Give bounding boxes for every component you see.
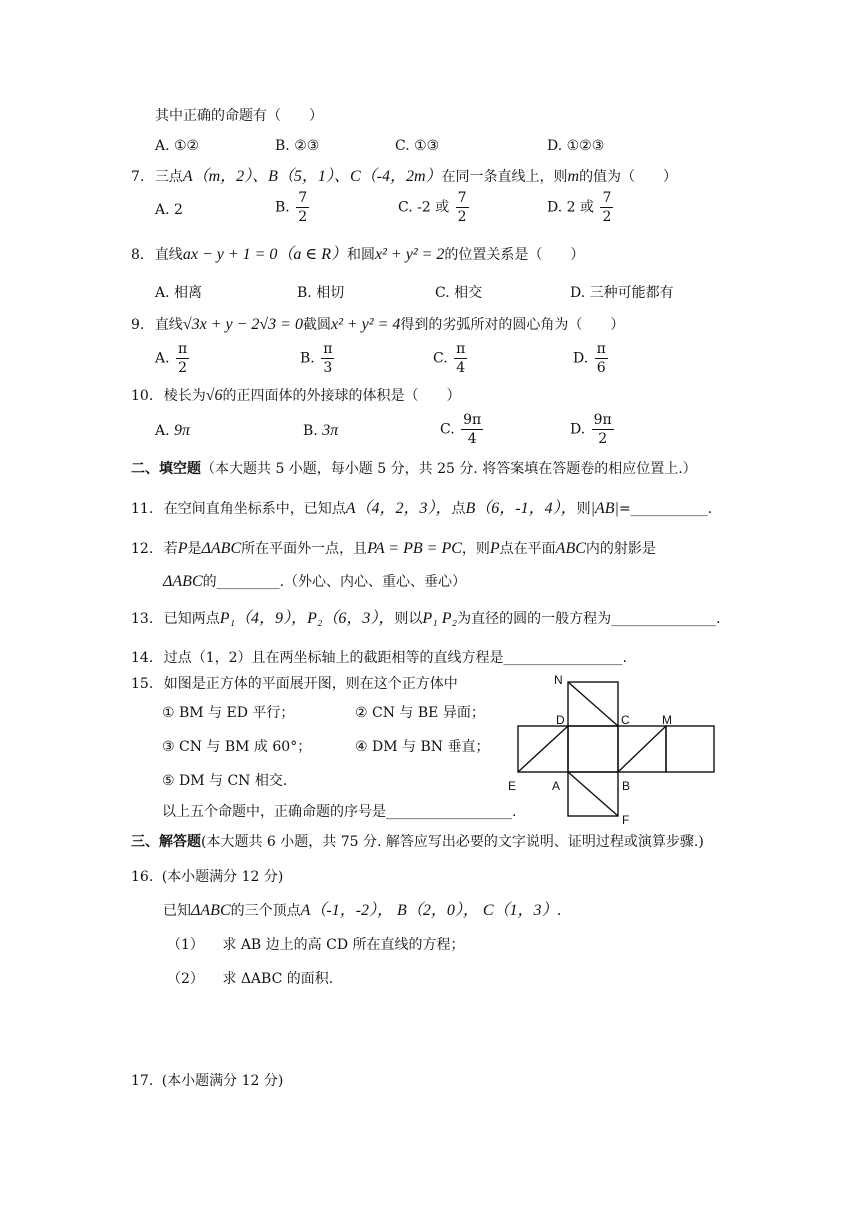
net-label-f: F <box>622 813 630 824</box>
q10-b-value: 3π <box>322 422 339 439</box>
q7-option-d-label: D. 2 或 <box>547 199 594 216</box>
q9-option-c <box>433 340 469 377</box>
q11-point-b: B（6，-1，4）， <box>465 500 577 517</box>
q6-option-b: B. ②③ <box>275 138 320 154</box>
q9-c-num: π <box>456 341 466 357</box>
q9-b-frac <box>321 340 334 377</box>
q9-circle-expr: x² + y² = 4 <box>330 316 401 333</box>
q12-text-b: 是 <box>187 541 202 557</box>
q7-text-b: 在同一条直线上，则 <box>441 169 568 185</box>
net-label-e: E <box>508 779 517 793</box>
q12-text-a: 若 <box>163 541 178 557</box>
section-2-desc: （本大题共 5 小题，每小题 5 分，共 25 分. 将答案填在答题卷的相应位置上.） <box>201 461 697 477</box>
q9-a-den: 2 <box>178 360 188 376</box>
q13-number: 13. <box>131 611 154 627</box>
q16-text-a: 已知 <box>163 903 191 919</box>
q13-text-c: 为直径的圆的一般方程为_______________. <box>457 611 721 627</box>
q12-line-1 <box>131 539 656 559</box>
q9-a-num: π <box>178 341 188 357</box>
q11-point-a: A（4，2，3）， <box>345 500 452 517</box>
q9-c-den: 4 <box>456 360 466 376</box>
q11-abs: |AB| <box>590 500 619 517</box>
q9-c-frac <box>454 340 467 377</box>
q9-stem <box>131 315 624 335</box>
q9-a-frac <box>176 340 189 377</box>
q13-p2: P₂（6，3）， <box>307 610 395 627</box>
net-label-n: N <box>554 674 563 687</box>
q11-text-a: 在空间直角坐标系中，已知点 <box>163 501 346 517</box>
q9-b-num: π <box>323 341 333 357</box>
section-3-desc: (本大题共 6 小题，共 75 分. 解答应写出必要的文字说明、证明过程或演算步骤.) <box>201 834 704 850</box>
q10-b-label: B. <box>303 423 318 439</box>
section-2-title: 二、填空题 <box>131 461 201 477</box>
q16-stem <box>163 901 562 921</box>
q15-item-3: ③ CN 与 BM 成 60°； <box>162 739 312 755</box>
net-square-mid-4 <box>666 726 714 772</box>
net-diagonal-nc <box>568 682 618 726</box>
q9-b-label: B. <box>300 350 315 367</box>
q16-sub-1-number: （1） <box>167 937 204 953</box>
q9-text-c: 得到的劣弧所对的圆心角为（ ） <box>400 317 625 333</box>
q14-number: 14. <box>131 650 154 666</box>
net-diagonal-bottom <box>568 772 618 816</box>
q17-header <box>131 1071 283 1091</box>
q10-option-b <box>303 421 338 441</box>
q9-text-b: 截圆 <box>302 317 331 333</box>
q7-text-c: 的值为（ ） <box>579 169 678 185</box>
q7-option-c-frac <box>456 189 469 226</box>
q16-sub-2-number: （2） <box>167 971 204 987</box>
q10-d-den: 2 <box>598 431 608 447</box>
q8-stem <box>131 245 584 265</box>
q16-sub-1-text: 求 AB 边上的高 CD 所在直线的方程； <box>222 937 465 953</box>
q10-d-label: D. <box>570 421 586 438</box>
q11-text-b: 点 <box>451 501 466 517</box>
q10-c-label: C. <box>440 421 455 438</box>
q9-line-expr: √3x + y − 2√3 = 0 <box>182 316 303 333</box>
q7-option-c-label: C. -2 或 <box>398 199 450 216</box>
q12-text-f: 内的射影是 <box>585 541 656 557</box>
q16-score: (本小题满分 12 分) <box>161 869 284 885</box>
cube-net-figure <box>500 674 730 824</box>
q7-d-den: 2 <box>602 209 612 225</box>
q8-option-c: C. 相交 <box>435 285 483 301</box>
q6-option-d: D. ①②③ <box>547 138 605 154</box>
net-label-m: M <box>662 713 672 727</box>
q9-d-den: 6 <box>596 360 606 376</box>
q13-text-b: 则以 <box>394 611 423 627</box>
q11-blank: =___________. <box>618 501 713 517</box>
q8-circle-expr: x² + y² = 2 <box>375 246 445 263</box>
net-diagonal-cm <box>618 726 666 772</box>
q8-text-b: 和圆 <box>347 247 376 263</box>
q12-p: P <box>177 540 188 557</box>
q15-stem <box>131 674 458 694</box>
q7-m: m <box>567 168 580 185</box>
net-square-mid-2 <box>568 726 618 772</box>
net-diagonal-left <box>518 726 568 772</box>
q12-triangle-2: ΔABC <box>163 573 203 590</box>
q12-text-c: 所在平面外一点，且 <box>241 541 368 557</box>
section-3-heading <box>131 832 704 852</box>
q12-triangle: ΔABC <box>201 540 242 557</box>
q7-b-den: 2 <box>298 209 308 225</box>
q7-stem <box>131 167 677 187</box>
q6-option-c: C. ①③ <box>395 138 440 154</box>
q7-point-a: A（m，2）、 <box>182 168 269 185</box>
q12-p-2: P <box>489 540 500 557</box>
q8-option-d: D. 三种可能都有 <box>570 285 674 301</box>
q10-option-a <box>155 421 190 441</box>
q9-option-b <box>300 340 336 377</box>
q11-number: 11. <box>131 501 154 517</box>
q15-item-2: ② CN 与 BE 异面； <box>355 705 485 721</box>
q15-stem-text: 如图是正方体的平面展开图，则在这个正方体中 <box>163 676 458 692</box>
q16-sub-2-text: 求 ΔABC 的面积. <box>222 971 334 987</box>
q16-number: 16. <box>131 869 154 885</box>
q10-text-a: 棱长为 <box>163 388 206 404</box>
q11-text-c: 则 <box>576 501 591 517</box>
q14 <box>131 648 627 668</box>
q13-text-a: 已知两点 <box>163 611 220 627</box>
q11 <box>131 499 712 519</box>
q16-sub-1 <box>167 935 465 955</box>
q15-item-5: ⑤ DM 与 CN 相交. <box>162 773 288 789</box>
q13-p1: P₁（4，9）， <box>219 610 308 627</box>
q17-number: 17. <box>131 1073 154 1089</box>
q9-b-den: 3 <box>323 360 333 376</box>
q10-a-label: A. <box>155 423 170 439</box>
q9-d-num: π <box>596 341 606 357</box>
q7-option-d <box>547 189 615 226</box>
q9-c-label: C. <box>433 350 448 367</box>
q10-number: 10. <box>131 388 154 404</box>
q12-text-e: 点在平面 <box>499 541 556 557</box>
q7-c-den: 2 <box>457 209 467 225</box>
q15-item-1: ① BM 与 ED 平行； <box>162 705 295 721</box>
q8-line-expr: ax − y + 1 = 0 <box>182 246 278 263</box>
q10-c-num: 9π <box>463 412 482 428</box>
q7-option-b-frac <box>296 189 309 226</box>
q7-option-b-label: B. <box>275 199 290 216</box>
q10-c-frac <box>461 411 483 448</box>
q9-d-label: D. <box>573 350 589 367</box>
q7-option-b <box>275 189 311 226</box>
q10-d-num: 9π <box>593 412 612 428</box>
q8-number: 8. <box>131 247 145 263</box>
q12-plane: ABC <box>555 540 586 557</box>
q8-option-a: A. 相离 <box>155 285 203 301</box>
q10-d-frac <box>592 411 614 448</box>
net-label-c: C <box>621 713 630 727</box>
q12-line-2-text: 的_________.（外心、内心、重心、垂心） <box>202 574 467 590</box>
q10-stem <box>131 386 461 406</box>
q10-expr: √6 <box>205 387 223 404</box>
q9-d-frac <box>595 340 608 377</box>
q9-number: 9. <box>131 317 145 333</box>
q15-item-4: ④ DM 与 BN 垂直； <box>355 739 490 755</box>
q13-segment: P₁ P₂ <box>422 610 458 627</box>
q8-condition: （a ∈ R） <box>277 246 348 263</box>
q13 <box>131 609 721 629</box>
q9-option-a <box>155 340 191 377</box>
net-label-b: B <box>622 779 631 793</box>
q6-option-a: A. ①② <box>155 138 200 154</box>
q16-header <box>131 867 283 887</box>
q10-c-den: 4 <box>467 431 477 447</box>
q16-text-b: 的三个顶点 <box>230 903 301 919</box>
q12-line-2 <box>163 572 466 592</box>
q7-number: 7. <box>131 169 145 185</box>
q15-conclusion: 以上五个命题中，正确命题的序号是__________________. <box>162 804 517 820</box>
q15-number: 15. <box>131 676 154 692</box>
q8-option-b: B. 相切 <box>297 285 345 301</box>
q7-d-num: 7 <box>602 190 612 206</box>
q7-point-c: C（-4，2m） <box>349 168 442 185</box>
section-3-title: 三、解答题 <box>131 834 201 850</box>
q8-text-c: 的位置关系是（ ） <box>444 247 585 263</box>
q16-triangle: ΔABC <box>191 902 231 919</box>
q7-option-d-frac <box>600 189 613 226</box>
q7-b-num: 7 <box>298 190 308 206</box>
q10-option-c <box>440 411 485 448</box>
q7-option-c <box>398 189 471 226</box>
q10-a-value: 9π <box>174 422 191 439</box>
q16-sub-2 <box>167 969 333 989</box>
net-label-a: A <box>552 779 561 793</box>
q6-stem: 其中正确的命题有（ ） <box>155 108 323 124</box>
q7-text-a: 三点 <box>154 169 183 185</box>
q9-text-a: 直线 <box>154 317 183 333</box>
q12-number: 12. <box>131 541 154 557</box>
q9-option-d <box>573 340 610 377</box>
q10-text-b: 的正四面体的外接球的体积是（ ） <box>222 388 461 404</box>
q10-option-d <box>570 411 616 448</box>
q7-point-b: B（5，1）、 <box>268 168 350 185</box>
q16-points: A（-1，-2）， B（2，0）， C（1，3）. <box>300 902 562 919</box>
net-label-d: D <box>556 713 565 727</box>
q14-text: 过点（1，2）且在两坐标轴上的截距相等的直线方程是_________________. <box>163 650 627 666</box>
q12-text-d: ，则 <box>461 541 490 557</box>
q8-text-a: 直线 <box>154 247 183 263</box>
q17-score: (本小题满分 12 分) <box>161 1073 284 1089</box>
q7-c-num: 7 <box>457 190 467 206</box>
q7-option-a: A. 2 <box>155 202 183 218</box>
q12-equality: PA = PB = PC <box>367 540 462 557</box>
section-2-heading <box>131 459 697 479</box>
q9-a-label: A. <box>155 350 170 367</box>
